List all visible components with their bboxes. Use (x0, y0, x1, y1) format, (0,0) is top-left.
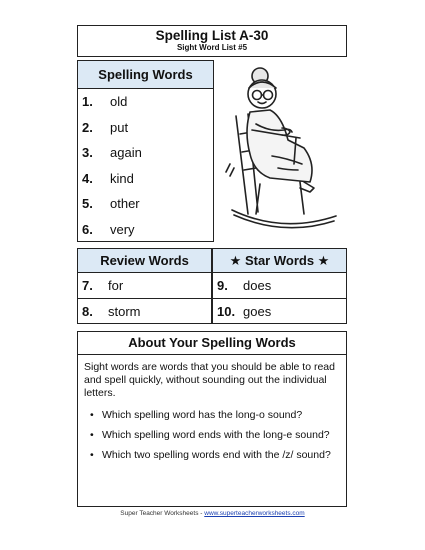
list-item (78, 115, 213, 141)
list-item (213, 299, 346, 324)
about-intro: Sight words are words that you should be able to read and spell quickly, without sounding out the individual letters. (84, 361, 335, 399)
question-text: Which spelling word has the long-o sound? (102, 409, 303, 421)
spelling-words-header: Spelling Words (78, 61, 213, 89)
question-text: Which two spelling words end with the /z/ sound? (102, 449, 331, 461)
list-item (78, 217, 213, 243)
about-box (77, 331, 347, 507)
review-words-box (77, 248, 212, 324)
item-word: does (243, 278, 272, 293)
item-number: 10. (217, 304, 236, 319)
item-number: 1. (82, 94, 93, 110)
spelling-words-box (77, 60, 214, 242)
item-number: 7. (82, 278, 93, 293)
item-word: very (110, 221, 135, 237)
list-item (78, 140, 213, 166)
list-item (78, 89, 213, 115)
star-words-box (212, 248, 347, 324)
item-number: 4. (82, 170, 93, 186)
item-number: 2. (82, 119, 93, 135)
about-title: About Your Spelling Words (78, 332, 346, 355)
title-box (77, 25, 347, 57)
list-item (78, 191, 213, 217)
item-number: 5. (82, 196, 93, 212)
item-word: old (110, 94, 128, 110)
item-word: put (110, 119, 129, 135)
review-words-header: Review Words (78, 249, 211, 273)
item-word: other (110, 196, 140, 212)
bullet-icon: • (90, 429, 94, 441)
question-item (78, 442, 346, 462)
footer-link[interactable]: www.superteacherworksheets.com (204, 510, 305, 517)
bullet-icon: • (90, 409, 94, 421)
list-item (78, 299, 211, 324)
footer-text: Super Teacher Worksheets - (120, 510, 205, 517)
item-number: 8. (82, 304, 93, 319)
item-word: again (110, 145, 142, 161)
footer (0, 510, 425, 517)
list-item (78, 166, 213, 192)
page-subtitle: Sight Word List #5 (176, 43, 248, 52)
list-item (213, 273, 346, 299)
question-text: Which spelling word ends with the long-e sound? (102, 429, 330, 441)
item-number: 6. (82, 221, 93, 237)
page-title: Spelling List A-30 (155, 28, 269, 43)
item-word: goes (243, 304, 272, 319)
question-item (78, 402, 346, 422)
item-number: 9. (217, 278, 228, 293)
star-words-header: ★ Star Words ★ (213, 249, 346, 273)
item-number: 3. (82, 145, 93, 161)
item-word: kind (110, 170, 134, 186)
item-word: for (108, 278, 124, 293)
grandma-rocking-chair-illustration (222, 64, 342, 239)
item-word: storm (108, 304, 141, 319)
question-item (78, 422, 346, 442)
bullet-icon: • (90, 449, 94, 461)
list-item (78, 273, 211, 299)
